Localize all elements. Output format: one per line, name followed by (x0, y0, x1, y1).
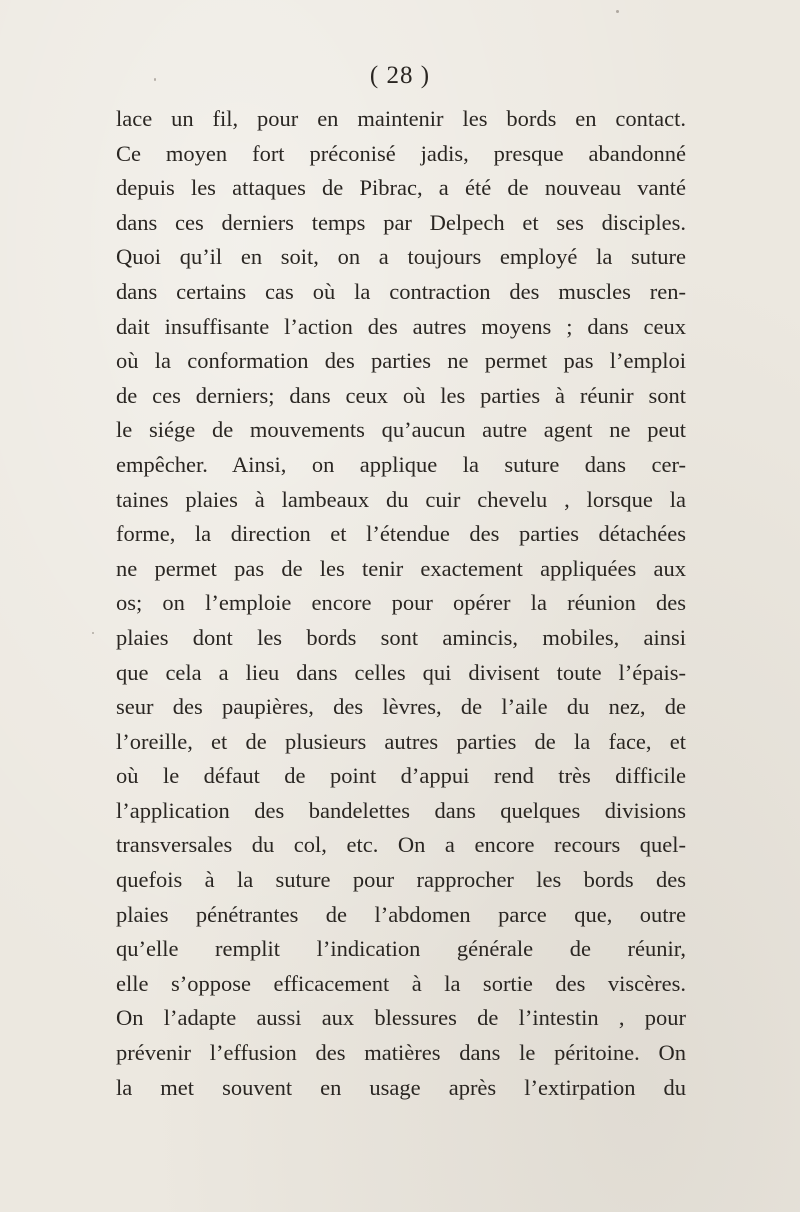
text-line: dans ces derniers temps par Delpech et ses disciples. (116, 209, 686, 235)
text-line: dans certains cas où la contraction des muscles ren- (116, 278, 686, 304)
text-line: l’application des bandelettes dans quelques divisions (116, 797, 686, 823)
text-line: de ces derniers; dans ceux où les parties à réunir sont (116, 382, 686, 408)
text-line: plaies dont les bords sont amincis, mobiles, ainsi (116, 624, 686, 650)
text-line: transversales du col, etc. On a encore recours quel- (116, 832, 686, 858)
text-line: prévenir l’effusion des matières dans le péritoine. On (116, 1040, 686, 1066)
text-line: que cela a lieu dans celles qui divisent toute l’épais- (116, 659, 686, 685)
text-line: plaies pénétrantes de l’abdomen parce que, outre (116, 901, 686, 927)
text-line: ne permet pas de les tenir exactement appliquées aux (116, 555, 686, 581)
paper-speck (616, 10, 619, 13)
text-line: le siége de mouvements qu’aucun autre agent ne peut (116, 417, 686, 443)
text-line: forme, la direction et l’étendue des parties détachées (116, 521, 686, 547)
text-line: elle s’oppose efficacement à la sortie des viscères. (116, 970, 686, 996)
text-line: Quoi qu’il en soit, on a toujours employé la suture (116, 244, 686, 270)
text-line: On l’adapte aussi aux blessures de l’intestin , pour (116, 1005, 686, 1031)
text-line: empêcher. Ainsi, on applique la suture dans cer- (116, 451, 686, 477)
text-line: quefois à la suture pour rapprocher les bords des (116, 867, 686, 893)
text-line: l’oreille, et de plusieurs autres parties de la face, et (116, 728, 686, 754)
body-text (116, 102, 686, 1105)
text-line: taines plaies à lambeaux du cuir chevelu , lorsque la (116, 486, 686, 512)
text-line: Ce moyen fort préconisé jadis, presque abandonné (116, 140, 686, 166)
text-line: où le défaut de point d’appui rend très difficile (116, 763, 686, 789)
text-line: où la conformation des parties ne permet pas l’emploi (116, 348, 686, 374)
text-line: os; on l’emploie encore pour opérer la réunion des (116, 590, 686, 616)
page-number: ( 28 ) (369, 62, 431, 89)
paper-speck (92, 632, 94, 634)
text-line: la met souvent en usage après l’extirpation du (116, 1074, 686, 1100)
text-line: seur des paupières, des lèvres, de l’aile du nez, de (116, 694, 686, 720)
text-line: dait insuffisante l’action des autres moyens ; dans ceux (116, 313, 686, 339)
text-line: lace un fil, pour en maintenir les bords en contact. (116, 106, 686, 131)
text-line: depuis les attaques de Pibrac, a été de nouveau vanté (116, 175, 686, 201)
text-line: qu’elle remplit l’indication générale de réunir, (116, 936, 686, 962)
